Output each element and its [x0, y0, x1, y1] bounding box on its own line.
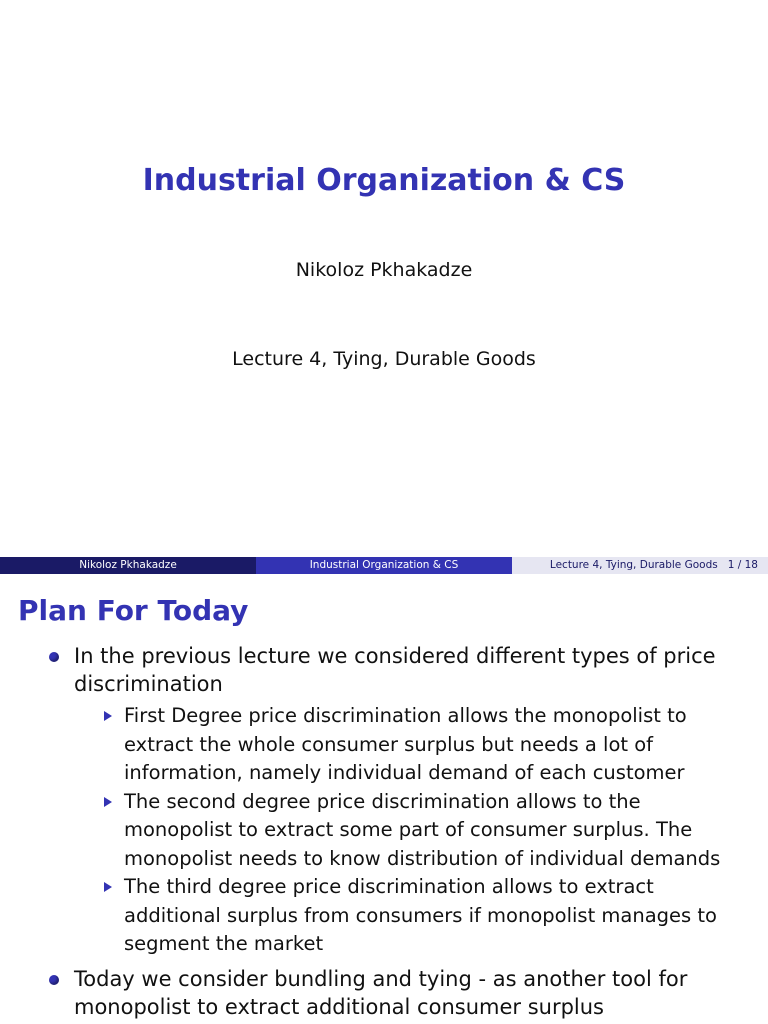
- bullet-text: Today we consider bundling and tying - as another tool for monopolist to extract additional consumer surplus: [74, 966, 688, 1019]
- content-slide: [0, 574, 768, 1024]
- bullet-item: [0, 642, 768, 698]
- bullet-dot-icon: [49, 652, 59, 662]
- bullet-item: [0, 965, 768, 1021]
- footer-right: [512, 557, 768, 574]
- deck-subtitle: Lecture 4, Tying, Durable Goods: [232, 348, 536, 370]
- sub-bullet-item: [0, 788, 768, 874]
- slide-footline: [0, 557, 768, 574]
- footer-page-number: 1 / 18: [727, 559, 758, 571]
- footer-title: Industrial Organization & CS: [256, 557, 512, 574]
- bullet-list: [0, 642, 768, 1021]
- sub-bullet-item: [0, 702, 768, 788]
- sub-bullet-item: [0, 873, 768, 959]
- bullet-group: [0, 642, 768, 959]
- bullet-text: In the previous lecture we considered different types of price discrimination: [74, 644, 716, 696]
- footer-subtitle: Lecture 4, Tying, Durable Goods: [549, 559, 718, 571]
- deck-title: Industrial Organization & CS: [142, 163, 626, 198]
- triangle-bullet-icon: [104, 711, 112, 721]
- sub-bullet-text: The third degree price discrimination allows to extract additional surplus from consumers if monopolist manages to segment the market: [124, 875, 717, 955]
- bullet-dot-icon: [49, 975, 59, 985]
- triangle-bullet-icon: [104, 797, 112, 807]
- deck-author: Nikoloz Pkhakadze: [295, 259, 473, 281]
- triangle-bullet-icon: [104, 882, 112, 892]
- sub-bullet-text: The second degree price discrimination allows to the monopolist to extract some part of consumer surplus. The monopolist needs to know distribution of individual demands: [124, 789, 721, 870]
- frame-title: Plan For Today: [18, 594, 249, 627]
- sub-bullet-list: [0, 702, 768, 959]
- footer-author: Nikoloz Pkhakadze: [0, 557, 256, 574]
- sub-bullet-text: First Degree price discrimination allows the monopolist to extract the whole consumer surplus but needs a lot of information, namely individual demand of each customer: [124, 704, 687, 784]
